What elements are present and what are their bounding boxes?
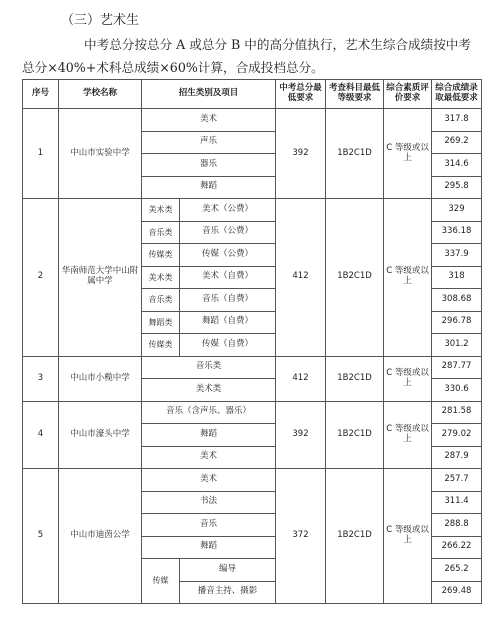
- level-req: 1B2C1D: [326, 401, 384, 469]
- total-req: 372: [276, 469, 326, 604]
- item: 美术: [142, 446, 276, 469]
- category: 舞蹈类: [142, 311, 180, 334]
- score: 301.2: [432, 334, 482, 357]
- score: 329: [432, 199, 482, 222]
- score: 330.6: [432, 379, 482, 402]
- score: 281.58: [432, 401, 482, 424]
- item: 音乐（含声乐、器乐）: [142, 401, 276, 424]
- score: 336.18: [432, 221, 482, 244]
- item: 传媒（自费）: [180, 334, 276, 357]
- item: 器乐: [142, 154, 276, 177]
- row-no: 3: [23, 356, 59, 401]
- score: 287.9: [432, 446, 482, 469]
- level-req: 1B2C1D: [326, 109, 384, 199]
- level-req: 1B2C1D: [326, 199, 384, 357]
- row-no: 4: [23, 401, 59, 469]
- quality-req: C 等级或以上: [384, 199, 432, 357]
- score: 318: [432, 266, 482, 289]
- table-row: [23, 109, 482, 132]
- item: 舞蹈: [142, 536, 276, 559]
- row-no: 1: [23, 109, 59, 199]
- quality-req: C 等级或以上: [384, 469, 432, 604]
- table-row: [23, 199, 482, 222]
- item: 声乐: [142, 131, 276, 154]
- item: 舞蹈: [142, 176, 276, 199]
- intro-paragraph: 中考总分按总分 A 或总分 B 中的高分值执行，艺术生综合成绩按中考总分×40%+术科总成绩×60%计算，合成投档总分。: [22, 37, 471, 75]
- admission-table: [22, 79, 482, 604]
- score: 257.7: [432, 469, 482, 492]
- school-name: 中山市实验中学: [59, 109, 142, 199]
- table-row: [23, 401, 482, 424]
- item: 播音主持、摄影: [180, 581, 276, 604]
- category: 音乐类: [142, 289, 180, 312]
- score: 317.8: [432, 109, 482, 132]
- item: 书法: [142, 491, 276, 514]
- item: 音乐（公费）: [180, 221, 276, 244]
- score: 296.78: [432, 311, 482, 334]
- item: 传媒（公费）: [180, 244, 276, 267]
- col-level: 考查科目最低等级要求: [326, 80, 384, 109]
- section-heading: （三）艺术生: [61, 13, 140, 28]
- item: 舞蹈（自费）: [180, 311, 276, 334]
- score: 269.2: [432, 131, 482, 154]
- total-req: 412: [276, 199, 326, 357]
- score: 337.9: [432, 244, 482, 267]
- col-no: 序号: [23, 80, 59, 109]
- item: 音乐: [142, 514, 276, 537]
- item: 美术（公费）: [180, 199, 276, 222]
- quality-req: C 等级或以上: [384, 356, 432, 401]
- category: 传媒类: [142, 244, 180, 267]
- category: 美术类: [142, 266, 180, 289]
- item: 美术: [142, 109, 276, 132]
- row-no: 2: [23, 199, 59, 357]
- school-name: 中山市濠头中学: [59, 401, 142, 469]
- school-name: 中山市迪茵公学: [59, 469, 142, 604]
- quality-req: C 等级或以上: [384, 109, 432, 199]
- col-quality: 综合素质评价要求: [384, 80, 432, 109]
- item: 美术类: [142, 379, 276, 402]
- category: 美术类: [142, 199, 180, 222]
- score: 266.22: [432, 536, 482, 559]
- item: 美术: [142, 469, 276, 492]
- table-row: [23, 356, 482, 379]
- col-score: 综合成绩录取最低要求: [432, 80, 482, 109]
- category: 传媒类: [142, 334, 180, 357]
- score: 311.4: [432, 491, 482, 514]
- col-school: 学校名称: [59, 80, 142, 109]
- total-req: 392: [276, 109, 326, 199]
- col-total: 中考总分最低要求: [276, 80, 326, 109]
- total-req: 392: [276, 401, 326, 469]
- item: 编导: [180, 559, 276, 582]
- category: 音乐类: [142, 221, 180, 244]
- item: 舞蹈: [142, 424, 276, 447]
- table-row: [23, 469, 482, 492]
- level-req: 1B2C1D: [326, 356, 384, 401]
- item: 音乐（自费）: [180, 289, 276, 312]
- score: 295.8: [432, 176, 482, 199]
- school-name: 中山市小榄中学: [59, 356, 142, 401]
- total-req: 412: [276, 356, 326, 401]
- item: 音乐类: [142, 356, 276, 379]
- level-req: 1B2C1D: [326, 469, 384, 604]
- col-category: 招生类别及项目: [142, 80, 276, 109]
- score: 288.8: [432, 514, 482, 537]
- score: 314.6: [432, 154, 482, 177]
- school-name: 华南师范大学中山附属中学: [59, 199, 142, 357]
- score: 265.2: [432, 559, 482, 582]
- score: 279.02: [432, 424, 482, 447]
- category: 传媒: [142, 559, 180, 604]
- row-no: 5: [23, 469, 59, 604]
- score: 287.77: [432, 356, 482, 379]
- score: 308.68: [432, 289, 482, 312]
- quality-req: C 等级或以上: [384, 401, 432, 469]
- score: 269.48: [432, 581, 482, 604]
- item: 美术（自费）: [180, 266, 276, 289]
